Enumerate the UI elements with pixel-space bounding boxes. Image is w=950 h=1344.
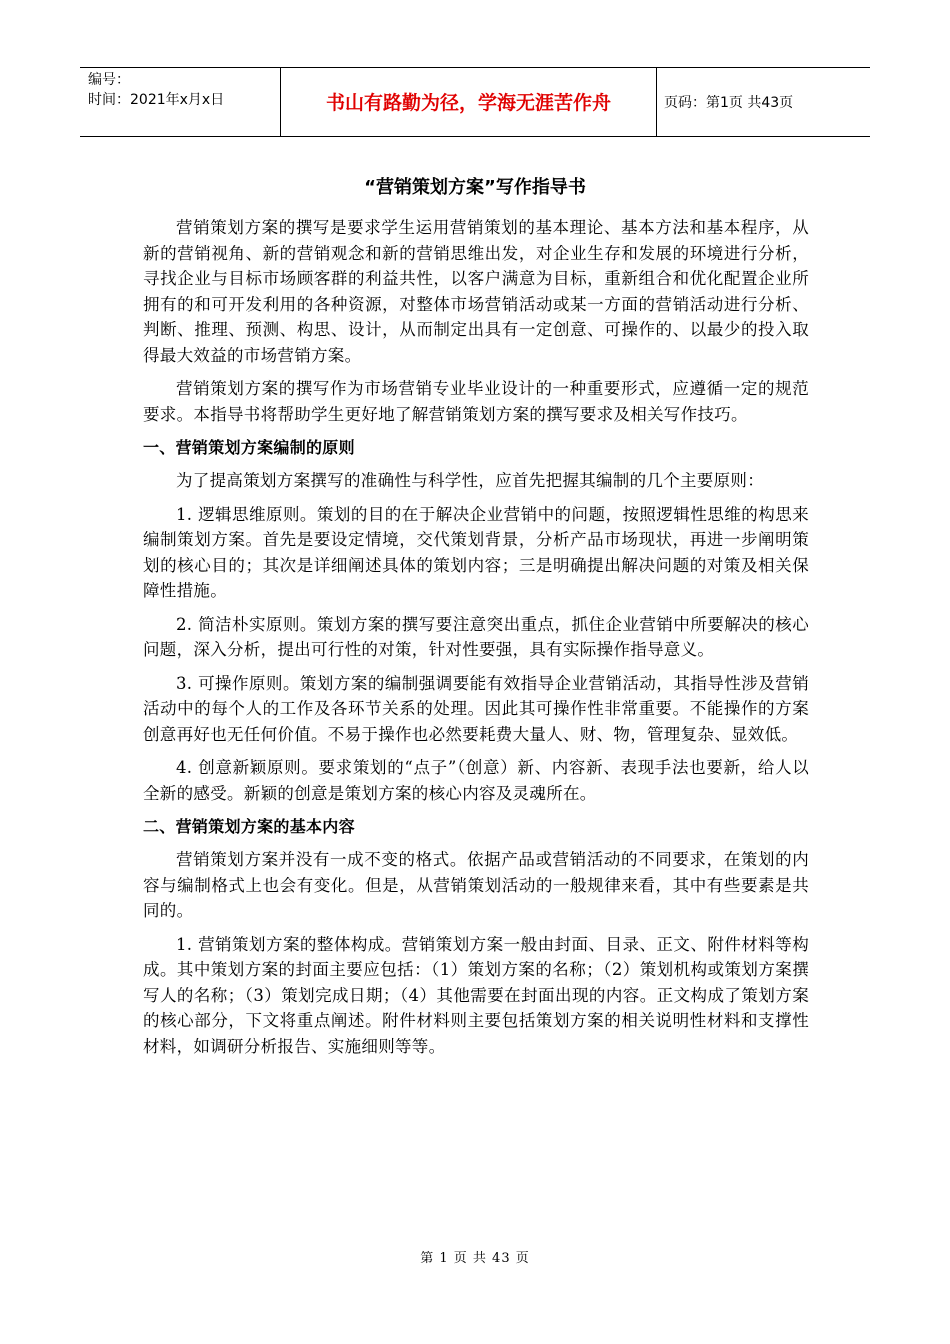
- header-divider-right: [656, 67, 657, 136]
- principle-2: 2. 简洁朴实原则。策划方案的撰写要注意突出重点，抓住企业营销中所要解决的核心问题，深入分析，提出可行性的对策，针对性要强，具有实际操作指导意义。: [143, 614, 809, 659]
- document-body: [143, 215, 809, 1067]
- intro-paragraph-1: 营销策划方案的撰写是要求学生运用营销策划的基本理论、基本方法和基本程序，从新的营销视角、新的营销观念和新的营销思维出发，对企业生存和发展的环境进行分析，寻找企业与目标市场顾客群的利益共性，以客户满意为目标，重新组合和优化配置企业所拥有的和可开发利用的各种资源，对整体市场营销活动或某一方面的营销活动进行分析、判断、推理、预测、构思、设计，从而制定出具有一定创意、可操作的、以最少的投入取得最大效益的市场营销方案。: [143, 218, 809, 365]
- header-bottom-rule: [80, 136, 870, 137]
- intro-paragraph-2: 营销策划方案的撰写作为市场营销专业毕业设计的一种重要形式，应遵循一定的规范要求。本指导书将帮助学生更好地了解营销策划方案的撰写要求及相关写作技巧。: [143, 379, 809, 424]
- principle-3: 3. 可操作原则。策划方案的编制强调要能有效指导企业营销活动，其指导性涉及营销活动中的每个人的工作及各环节关系的处理。因此其可操作性非常重要。不能操作的方案创意再好也无任何价值。不易于操作也必然要耗费大量人、财、物，管理复杂、显效低。: [143, 673, 809, 744]
- principle-4: 4. 创意新颖原则。要求策划的“点子”（创意）新、内容新、表现手法也要新，给人以全新的感受。新颖的创意是策划方案的核心内容及灵魂所在。: [143, 758, 809, 803]
- section-2-intro: 营销策划方案并没有一成不变的格式。依据产品或营销活动的不同要求，在策划的内容与编制格式上也会有变化。但是，从营销策划活动的一般规律来看，其中有些要素是共同的。: [143, 850, 809, 920]
- document-title: “营销策划方案”写作指导书: [364, 177, 586, 198]
- header-motto: 书山有路勤为径，学海无涯苦作舟: [325, 92, 611, 114]
- date-label: 时间：2021年x月x日: [88, 92, 225, 108]
- header-page-info: 页码：第1页 共43页: [664, 94, 794, 111]
- header-meta: [88, 70, 224, 110]
- section-2-heading: 二、营销策划方案的基本内容: [143, 817, 355, 836]
- header-divider-left: [280, 67, 281, 136]
- code-label: 编号：: [88, 72, 130, 88]
- content-1: 1. 营销策划方案的整体构成。营销策划方案一般由封面、目录、正文、附件材料等构成。其中策划方案的封面主要应包括：（1）策划方案的名称；（2）策划机构或策划方案撰写人的名称；（3）策划完成日期；（4）其他需要在封面出现的内容。正文构成了策划方案的核心部分，下文将重点阐述。附件材料则主要包括策划方案的相关说明性材料和支撑性材料，如调研分析报告、实施细则等等。: [143, 934, 809, 1056]
- section-1-heading: 一、营销策划方案编制的原则: [143, 438, 355, 457]
- page-footer: 第 1 页 共 43 页: [420, 1251, 530, 1266]
- section-1-intro: 为了提高策划方案撰写的准确性与科学性，应首先把握其编制的几个主要原则：: [176, 471, 764, 490]
- principle-1: 1. 逻辑思维原则。策划的目的在于解决企业营销中的问题，按照逻辑性思维的构思来编制策划方案。首先是要设定情境，交代策划背景，分析产品市场现状，再进一步阐明策划的核心目的；其次是详细阐述具体的策划内容；三是明确提出解决问题的对策及相关保障性措施。: [143, 504, 809, 600]
